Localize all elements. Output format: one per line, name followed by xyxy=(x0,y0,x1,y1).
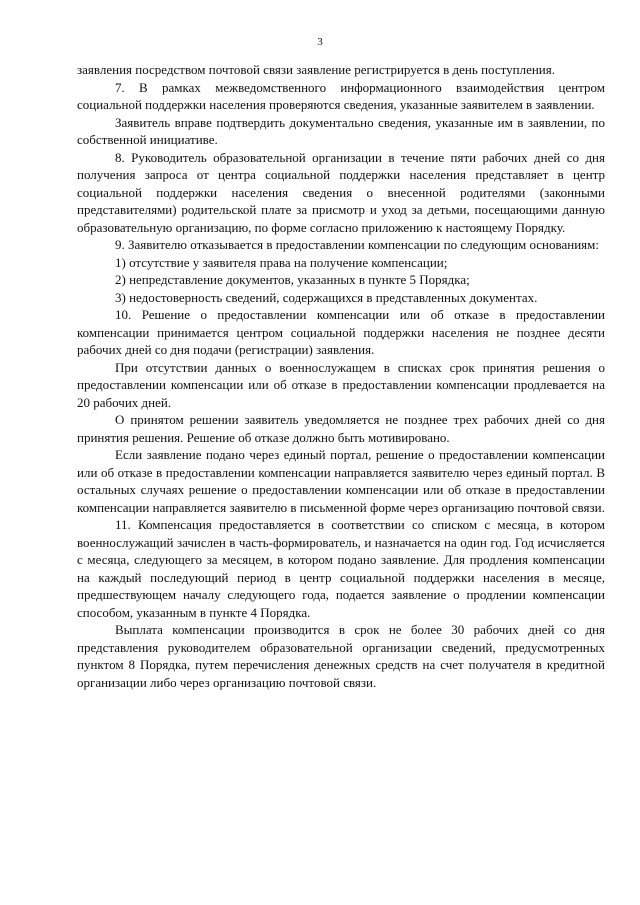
paragraph-continuation: заявления посредством почтовой связи заявление регистрируется в день поступления. xyxy=(77,62,555,77)
paragraph-refusal-reason-1: 1) отсутствие у заявителя права на получение компенсации; xyxy=(115,254,448,270)
paragraph-item-7: 7. В рамках межведомственного информационного взаимодействия центром социальной поддержки населения проверяются сведения, указанные заявителем в заявлении. xyxy=(77,79,605,112)
paragraph-portal-decision: Если заявление подано через единый портал, решение о предоставлении компенсации или об отказе в предоставлении компенсации направляется заявителю через единый портал. В остальных случаях решение о предоставлении компенсации или об отказе в предоставлении компенсации направляется заявителю в письменной форме через организацию почтовой связи. xyxy=(77,447,605,515)
paragraph-item-9: 9. Заявителю отказывается в предоставлении компенсации по следующим основаниям: xyxy=(115,237,599,252)
paragraph-extension: При отсутствии данных о военнослужащем в списках срок принятия решения о предоставлении компенсации или об отказе в предоставлении компенсации продлевается на 20 рабочих дней. xyxy=(77,359,605,410)
paragraph-refusal-reason-3: 3) недостоверность сведений, содержащихся в представленных документах. xyxy=(115,289,538,305)
document-body xyxy=(77,61,605,691)
paragraph-payment: Выплата компенсации производится в срок не более 30 рабочих дней со дня представления руководителем образовательной организации сведений, предусмотренных пунктом 8 Порядка, путем перечисления денежных средств на счет получателя в кредитной организации либо через организацию почтовой связи. xyxy=(77,622,605,690)
paragraph-applicant-confirm: Заявитель вправе подтвердить документально сведения, указанные им в заявлении, по собственной инициативе. xyxy=(77,114,605,147)
paragraph-item-10: 10. Решение о предоставлении компенсации или об отказе в предоставлении компенсации принимается центром социальной поддержки населения не позднее десяти рабочих дней со дня подачи (регистрации) заявления. xyxy=(77,307,605,357)
paragraph-refusal-reason-2: 2) непредставление документов, указанных в пункте 5 Порядка; xyxy=(115,272,470,287)
paragraph-item-11: 11. Компенсация предоставляется в соответствии со списком с месяца, в котором военнослужащий зачислен в часть-формирователь, и назначается на один год. Год исчисляется с месяца, следующего за месяцем, в котором подано заявление. Для продления компенсации на каждый последующий период в центр социальной поддержки населения в месяце, предшествующем началу следующего года, подается заявление о продлении компенсации способом, указанным в пункте 4 Порядка. xyxy=(77,517,605,620)
paragraph-item-8: 8. Руководитель образовательной организации в течение пяти рабочих дней со дня получения запроса от центра социальной поддержки населения представляет в центр социальной поддержки населения сведения о внесенной родителями (законными представителями) родительской плате за присмотр и уход за детьми, посещающими данную образовательную организацию, по форме согласно приложению к настоящему Порядку. xyxy=(77,149,605,235)
paragraph-notification: О принятом решении заявитель уведомляется не позднее трех рабочих дней со дня принятия решения. Решение об отказе должно быть мотивировано. xyxy=(77,412,605,445)
page-number: 3 xyxy=(317,36,323,48)
